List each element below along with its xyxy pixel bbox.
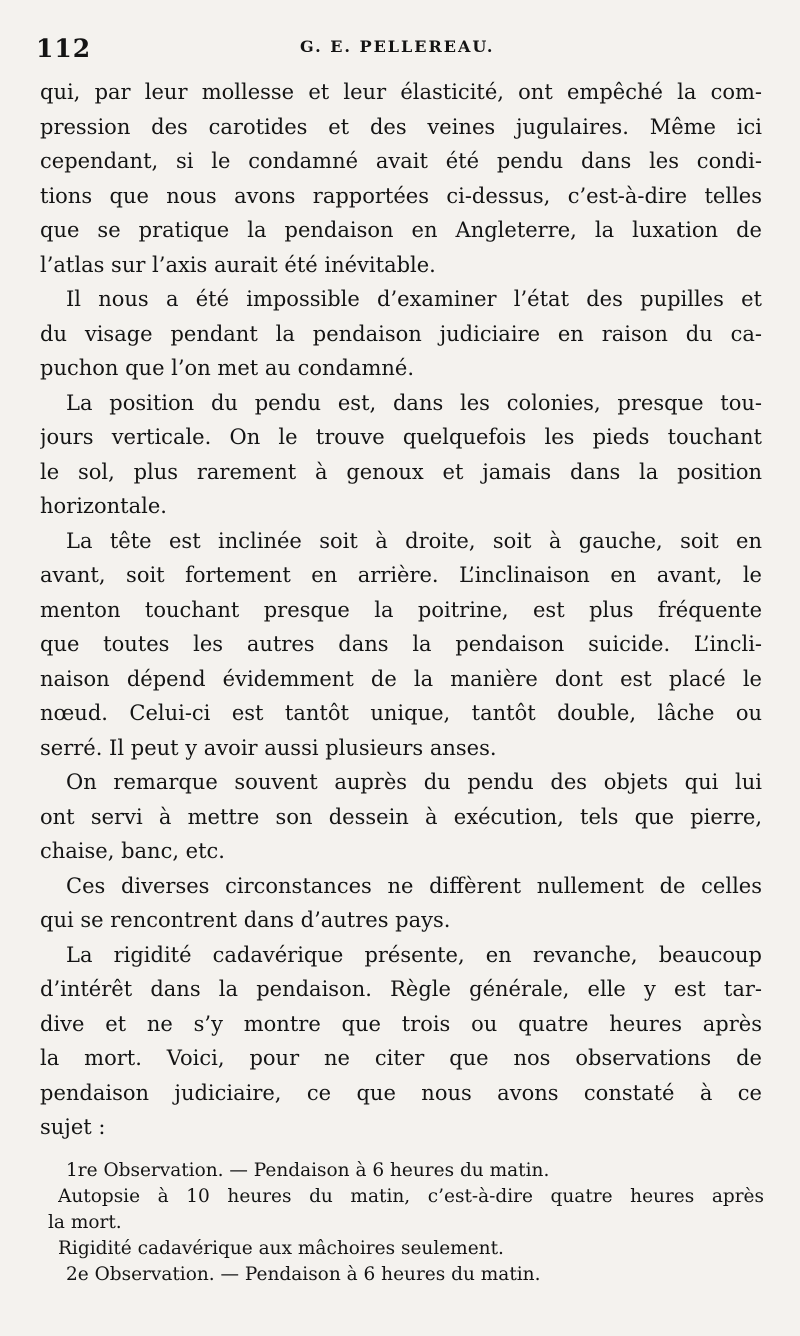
text-line: serré. Il peut y avoir aussi plusieurs anses. [40, 735, 497, 760]
page-number: 112 [36, 34, 92, 63]
page-header [36, 30, 776, 70]
text-line: l’atlas sur l’axis aurait été inévitable. [40, 252, 436, 277]
text-line: tions que nous avons rapportées ci-dessus, c’est-à-dire telles [40, 183, 762, 208]
text-line: du visage pendant la pendaison judiciaire en raison du ca- [40, 321, 762, 346]
text-line: menton touchant presque la poitrine, est plus fréquente [40, 597, 762, 622]
text-line: sujet : [40, 1115, 106, 1139]
text-line: avant, soit fortement en arrière. L’inclinaison en avant, le [40, 563, 762, 587]
text-line: cependant, si le condamné avait été pendu dans les condi- [40, 149, 762, 173]
body-text [40, 75, 762, 1145]
text-line: le sol, plus rarement à genoux et jamais dans la position [40, 459, 762, 484]
text-line: On remarque souvent auprès du pendu des objets qui lui [66, 770, 762, 794]
text-line: Il nous a été impossible d’examiner l’état des pupilles et [66, 287, 762, 311]
text-line: chaise, banc, etc. [40, 839, 225, 863]
text-line: dive et ne s’y montre que trois ou quatre heures après [40, 1011, 762, 1036]
text-line: nœud. Celui-ci est tantôt unique, tantôt double, lâche ou [40, 701, 762, 725]
text-line: Ces diverses circonstances ne diffèrent nullement de celles [66, 873, 762, 898]
text-line: pression des carotides et des veines jugulaires. Même ici [40, 114, 762, 139]
observations-block [48, 1158, 764, 1288]
observation-line: 1re Observation. — Pendaison à 6 heures du matin. [66, 1160, 550, 1181]
text-line: que toutes les autres dans la pendaison suicide. L’incli- [40, 632, 762, 656]
text-line: pendaison judiciaire, ce que nous avons constaté à ce [40, 1080, 762, 1105]
text-line: La tête est inclinée soit à droite, soit à gauche, soit en [66, 528, 762, 553]
observation-line: Autopsie à 10 heures du matin, c’est-à-dire quatre heures après [58, 1186, 764, 1207]
text-line: naison dépend évidemment de la manière dont est placé le [40, 666, 762, 691]
text-line: ont servi à mettre son dessein à exécution, tels que pierre, [40, 804, 762, 829]
text-line: La position du pendu est, dans les colonies, presque tou- [66, 390, 762, 415]
text-line: d’intérêt dans la pendaison. Règle générale, elle y est tar- [40, 977, 762, 1001]
observation-line: Rigidité cadavérique aux mâchoires seulement. [58, 1238, 504, 1259]
text-line: puchon que l’on met au condamné. [40, 356, 415, 380]
observation-line: la mort. [48, 1212, 122, 1233]
text-line: qui, par leur mollesse et leur élasticité, ont empêché la com- [40, 80, 762, 104]
running-head: G. E. PELLEREAU. [300, 37, 495, 56]
observation-line: 2e Observation. — Pendaison à 6 heures du matin. [66, 1264, 541, 1285]
text-line: La rigidité cadavérique présente, en revanche, beaucoup [66, 942, 762, 967]
text-line: jours verticale. On le trouve quelquefois les pieds touchant [40, 425, 762, 449]
text-line: qui se rencontrent dans d’autres pays. [40, 908, 451, 932]
text-line: que se pratique la pendaison en Angleterre, la luxation de [40, 218, 762, 242]
text-line: horizontale. [40, 494, 167, 518]
text-line: la mort. Voici, pour ne citer que nos observations de [40, 1046, 762, 1070]
